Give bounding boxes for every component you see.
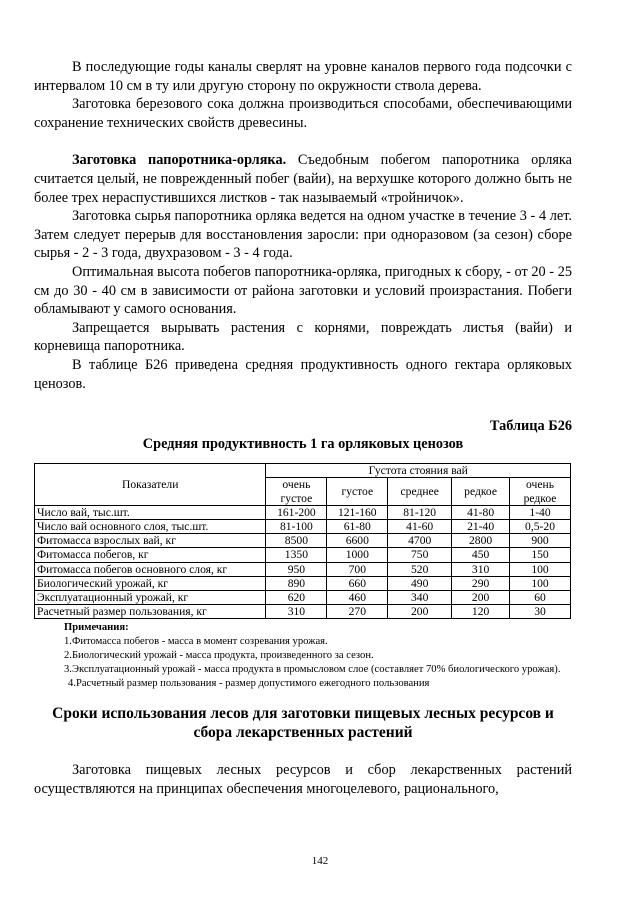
table-cell: 0,5-20: [510, 519, 571, 533]
table-cell: 520: [388, 562, 452, 576]
table-cell: 310: [452, 562, 510, 576]
note-item: 2.Биологический урожай - масса продукта, произведенного за сезон.: [64, 649, 374, 661]
page-number: 142: [311, 855, 329, 867]
table-cell: 6600: [327, 534, 388, 548]
column-header: очень густое: [266, 478, 327, 505]
paragraph: В таблице Б26 приведена средняя продуктивность одного гектара орляковых ценозов.: [34, 356, 572, 392]
table-cell: 161-200: [266, 505, 327, 519]
table-cell: 450: [452, 548, 510, 562]
table-cell: 4700: [388, 534, 452, 548]
paragraph-text: Съедобным побегом папоротника орляка считается целый, не поврежденный побег (вайи), на верхушке которого должно быть не более трех нераспустившихся листков - так называемый «тройничок».: [34, 152, 572, 206]
table-cell: 21-40: [452, 519, 510, 533]
table-cell: 950: [266, 562, 327, 576]
note-item: 3.Эксплуатационный урожай - масса продукта в промысловом слое (составляет 70% биологического урожая).: [64, 663, 561, 675]
table-cell: 100: [510, 576, 571, 590]
paragraph: Оптимальная высота побегов папоротника-орляка, пригодных к сбору, - от 20 - 25 см до 30 - 40 см в зависимости от района заготовки и условий произрастания. Побеги обламывают у самого основания.: [34, 263, 572, 318]
productivity-table: [34, 463, 571, 619]
table-cell: 1000: [327, 548, 388, 562]
table-cell: 340: [388, 590, 452, 604]
table-row: [35, 590, 571, 604]
note-item: 4.Расчетный размер пользования - размер допустимого ежегодного пользования: [68, 677, 430, 689]
header-indicator: Показатели: [35, 464, 266, 506]
table-row: [35, 562, 571, 576]
table-cell: 81-120: [388, 505, 452, 519]
table-cell: 30: [510, 605, 571, 619]
table-row: [35, 576, 571, 590]
paragraph: Запрещается вырывать растения с корнями, повреждать листья (вайи) и корневища папоротника.: [34, 319, 572, 355]
table-row: [35, 505, 571, 519]
paragraph: [34, 151, 572, 207]
table-cell: 81-100: [266, 519, 327, 533]
column-header: очень редкое: [510, 478, 571, 505]
table-cell: 121-160: [327, 505, 388, 519]
table-header-row: [35, 464, 571, 478]
paragraph-lead: Заготовка папоротника-орляка.: [72, 152, 287, 169]
table-cell: 750: [388, 548, 452, 562]
table-cell: 41-80: [452, 505, 510, 519]
table-cell: 41-60: [388, 519, 452, 533]
table-notes: [34, 621, 572, 690]
table-cell: 2800: [452, 534, 510, 548]
note-item: 1.Фитомасса побегов - масса в момент созревания урожая.: [64, 636, 328, 648]
table-cell: 150: [510, 548, 571, 562]
header-group: Густота стояния вай: [266, 464, 571, 478]
table-cell: 60: [510, 590, 571, 604]
notes-heading: Примечания:: [64, 622, 129, 634]
row-label: Число вай основного слоя, тыс.шт.: [35, 519, 266, 533]
column-header: густое: [327, 478, 388, 505]
table-cell: 620: [266, 590, 327, 604]
row-label: Фитомасса взрослых вай, кг: [35, 534, 266, 548]
row-label: Фитомасса побегов, кг: [35, 548, 266, 562]
table-cell: 700: [327, 562, 388, 576]
table-cell: 120: [452, 605, 510, 619]
table-row: [35, 548, 571, 562]
table-cell: 61-80: [327, 519, 388, 533]
table-label: Таблица Б26: [489, 418, 572, 435]
table-cell: 270: [327, 605, 388, 619]
row-label: Число вай, тыс.шт.: [35, 505, 266, 519]
table-title: Средняя продуктивность 1 га орляковых ценозов: [142, 436, 464, 453]
table-row: [35, 534, 571, 548]
table-row: [35, 519, 571, 533]
table-cell: 660: [327, 576, 388, 590]
page-content: [34, 58, 572, 799]
paragraph: Заготовка сырья папоротника орляка ведется на одном участке в течение 3 - 4 лет. Затем следует перерыв для восстановления заросли: при одноразовом (за сезон) сборе сырья - 2 - 3 года, двухразовом - 3 - 4 года.: [34, 208, 572, 262]
table-cell: 900: [510, 534, 571, 548]
table-cell: 890: [266, 576, 327, 590]
table-row: [35, 605, 571, 619]
table-cell: 200: [452, 590, 510, 604]
table-cell: 1-40: [510, 505, 571, 519]
table-cell: 490: [388, 576, 452, 590]
table-cell: 100: [510, 562, 571, 576]
paragraph: Заготовка пищевых лесных ресурсов и сбор лекарственных растений осуществляются на принципах обеспечения многоцелевого, рационального,: [34, 762, 572, 797]
table-cell: 290: [452, 576, 510, 590]
table-cell: 1350: [266, 548, 327, 562]
table-cell: 310: [266, 605, 327, 619]
table-cell: 460: [327, 590, 388, 604]
row-label: Фитомасса побегов основного слоя, кг: [35, 562, 266, 576]
row-label: Биологический урожай, кг: [35, 576, 266, 590]
row-label: Расчетный размер пользования, кг: [35, 605, 266, 619]
paragraph: В последующие годы каналы сверлят на уровне каналов первого года подсочки с интервалом 10 см в ту или другую сторону по окружности ствола дерева.: [34, 59, 572, 94]
section-heading: Сроки использования лесов для заготовки пищевых лесных ресурсов и сбора лекарственных растений: [52, 705, 554, 742]
paragraph: Заготовка березового сока должна производиться способами, обеспечивающими сохранение технических свойств древесины.: [34, 96, 572, 131]
table-cell: 200: [388, 605, 452, 619]
column-header: среднее: [388, 478, 452, 505]
row-label: Эксплуатационный урожай, кг: [35, 590, 266, 604]
table-cell: 8500: [266, 534, 327, 548]
column-header: редкое: [452, 478, 510, 505]
